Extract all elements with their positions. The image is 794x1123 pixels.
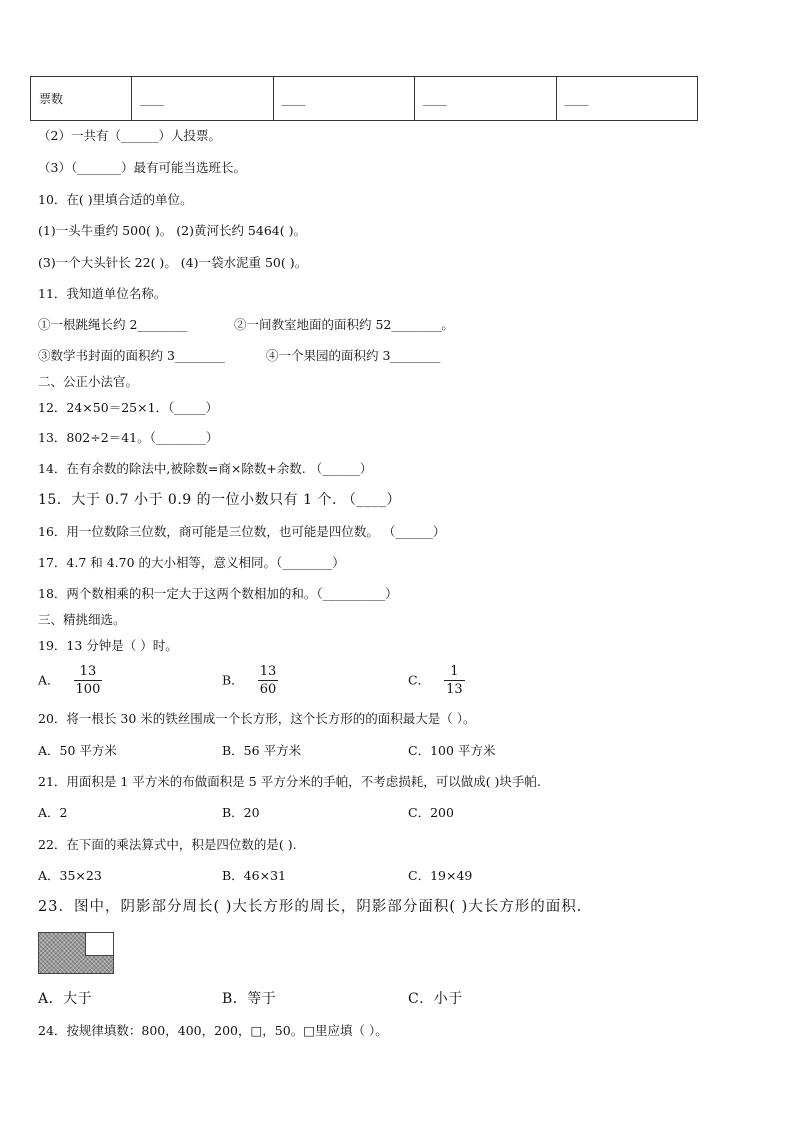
- q11-item-c: ③数学书封面的面积约 3________: [38, 348, 225, 363]
- q20-option-b: B．56 平方米: [222, 743, 302, 758]
- q20-option-c: C．100 平方米: [408, 743, 496, 758]
- q22-stem: 22．在下面的乘法算式中，积是四位数的是( ).: [38, 837, 297, 852]
- vote-label-cell: 票数: [31, 77, 132, 121]
- vote-cell-1: [132, 77, 274, 121]
- vote-blank[interactable]: ____: [140, 91, 164, 106]
- option-letter: C．: [408, 672, 431, 688]
- fraction-denominator: 13: [446, 682, 463, 697]
- section-3-heading: 三、精挑细选。: [38, 612, 126, 627]
- fraction: [444, 664, 465, 698]
- unshaded-corner: [85, 933, 113, 956]
- vote-cell-3: [415, 77, 557, 121]
- q21-stem: 21．用面积是 1 平方米的布做面积是 5 平方分米的手帕，不考虑损耗，可以做成( )块手帕.: [38, 774, 541, 789]
- fraction-denominator: 60: [259, 682, 277, 697]
- q15: 15．大于 0.7 小于 0.9 的一位小数只有 1 个. （____）: [38, 492, 401, 508]
- q19-stem: 19．13 分钟是（ ）时。: [38, 638, 178, 653]
- q16: 16．用一位数除三位数，商可能是三位数，也可能是四位数。 （______）: [38, 524, 446, 539]
- q22-option-c: C．19×49: [408, 868, 473, 883]
- q11-item-d: ④一个果园的面积约 3________: [266, 348, 441, 363]
- fraction: [74, 664, 103, 698]
- q10-line1: (1)一头牛重约 500( )。 (2)黄河长约 5464( )。: [38, 223, 306, 238]
- vote-row: [31, 77, 698, 121]
- q22-option-a: A．35×23: [38, 868, 102, 883]
- q22-option-b: B．46×31: [222, 868, 286, 883]
- q9-2: （2）一共有（______）人投票。: [38, 128, 221, 143]
- fraction-numerator: 1: [450, 664, 459, 679]
- fraction: [258, 664, 279, 698]
- q23-option-a: A．大于: [38, 991, 93, 1007]
- q11-item-a: ①一根跳绳长约 2________: [38, 317, 188, 332]
- q11-stem: 11．我知道单位名称。: [38, 286, 167, 301]
- q19-option-c: [408, 664, 465, 698]
- section-2-heading: 二、公正小法官。: [38, 374, 139, 389]
- q10-stem: 10．在( )里填合适的单位。: [38, 192, 193, 207]
- vote-table: [30, 76, 698, 121]
- q11-item-b: ②一间教室地面的面积约 52________。: [234, 317, 454, 332]
- q23-option-b: B．等于: [222, 991, 277, 1007]
- q21-option-b: B．20: [222, 805, 260, 820]
- q23-option-c: C．小于: [408, 991, 463, 1007]
- q9-3: （3）（_______）最有可能当选班长。: [38, 160, 246, 175]
- vote-blank[interactable]: ____: [564, 91, 589, 106]
- q21-option-a: A．2: [38, 805, 68, 820]
- vote-blank[interactable]: ____: [281, 91, 306, 106]
- fraction-numerator: 13: [79, 664, 97, 679]
- q13: 13．802÷2＝41。（________）: [38, 430, 219, 445]
- vote-cell-2: [273, 77, 415, 121]
- shaded-rectangle-figure: [38, 932, 114, 974]
- q23-stem: 23．图中，阴影部分周长( )大长方形的周长，阴影部分面积( )大长方形的面积.: [38, 899, 583, 915]
- q18: 18．两个数相乘的积一定大于这两个数相加的和。（__________）: [38, 586, 398, 601]
- q10-line2: (3)一个大头针长 22( )。 (4)一袋水泥重 50( )。: [38, 255, 308, 270]
- fraction-denominator: 100: [75, 682, 101, 697]
- q21-option-c: C．200: [408, 805, 454, 820]
- q20-option-a: A．50 平方米: [38, 743, 117, 758]
- q19-option-b: [222, 664, 278, 698]
- q17: 17．4.7 和 4.70 的大小相等，意义相同。（________）: [38, 555, 345, 570]
- fraction-numerator: 13: [259, 664, 277, 679]
- q20-stem: 20．将一根长 30 米的铁丝围成一个长方形，这个长方形的的面积最大是（ ）。: [38, 711, 476, 726]
- q14: 14．在有余数的除法中,被除数=商×除数+余数. （______）: [38, 461, 373, 476]
- option-letter: B．: [222, 672, 244, 688]
- q19-option-a: [38, 664, 102, 698]
- vote-cell-4: [556, 77, 698, 121]
- option-letter: A．: [38, 672, 60, 688]
- q12: 12．24×50＝25×1．（_____）: [38, 400, 219, 415]
- vote-blank[interactable]: ____: [423, 91, 447, 106]
- q24: 24．按规律填数：800，400，200，□，50。□里应填（ ）。: [38, 1023, 388, 1038]
